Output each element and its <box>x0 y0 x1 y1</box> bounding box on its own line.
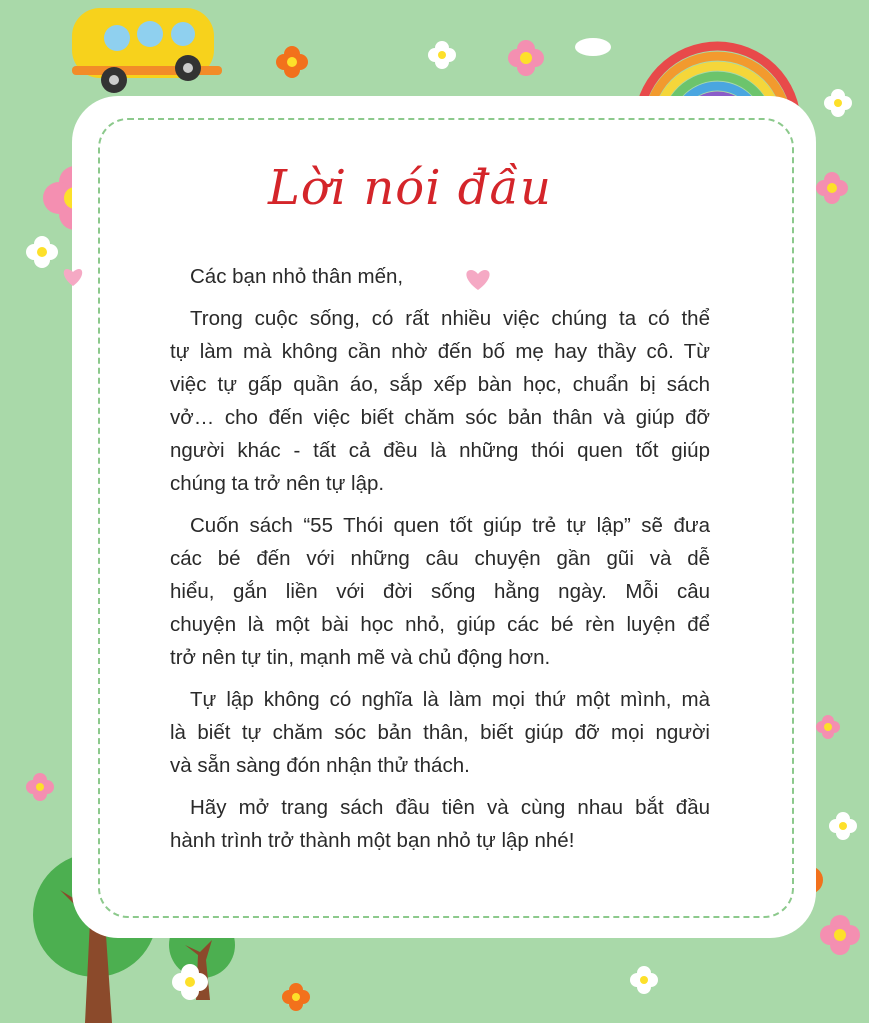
text-line: chúng ta trở nên tự lập. <box>170 472 385 495</box>
text-line: hiểu, gắn liền với đời sống hằng ngày. Mỗi câu <box>170 580 710 603</box>
text-line: Hãy mở trang sách đầu tiên và cùng nhau bắt đầu <box>190 796 710 819</box>
text-line: chuyện là một bài học nhỏ, giúp các bé rèn luyện để <box>170 613 710 636</box>
text-line: việc tự gấp quần áo, sắp xếp bàn học, chuẩn bị sách <box>170 373 710 396</box>
text-line: trở nên tự tin, mạnh mẽ và chủ động hơn. <box>170 646 551 669</box>
text-line: tự làm mà không cần nhờ đến bố mẹ hay thầy cô. Từ <box>170 340 710 363</box>
text-line: hành trình trở thành một bạn nhỏ tự lập nhé! <box>170 829 575 852</box>
text-line: Cuốn sách “55 Thói quen tốt giúp trẻ tự lập” sẽ đưa <box>190 514 710 537</box>
text-line: các bé đến với những câu chuyện gần gũi và dễ <box>170 547 710 570</box>
bus-icon <box>72 8 222 93</box>
page-title: Lời nói đầu <box>268 160 552 216</box>
text-line: và sẵn sàng đón nhận thử thách. <box>170 754 470 777</box>
greeting: Các bạn nhỏ thân mến, <box>190 265 404 288</box>
text-line: là biết tự chăm sóc bản thân, biết giúp đỡ mọi người <box>170 721 710 744</box>
cloud-icon <box>575 38 611 56</box>
body-text <box>170 260 710 866</box>
paragraph <box>170 302 710 500</box>
paragraph <box>170 791 710 857</box>
text-line: Tự lập không có nghĩa là làm mọi thứ một mình, mà <box>190 688 710 711</box>
paragraph <box>170 683 710 782</box>
heart-icon <box>60 266 86 288</box>
text-line: người khác - tất cả đều là những thói quen tốt giúp <box>170 439 710 462</box>
text-line: vở… cho đến việc biết chăm sóc bản thân và giúp đỡ <box>170 406 710 429</box>
text-line: Trong cuộc sống, có rất nhiều việc chúng ta có thể <box>190 307 710 330</box>
paragraph <box>170 509 710 674</box>
